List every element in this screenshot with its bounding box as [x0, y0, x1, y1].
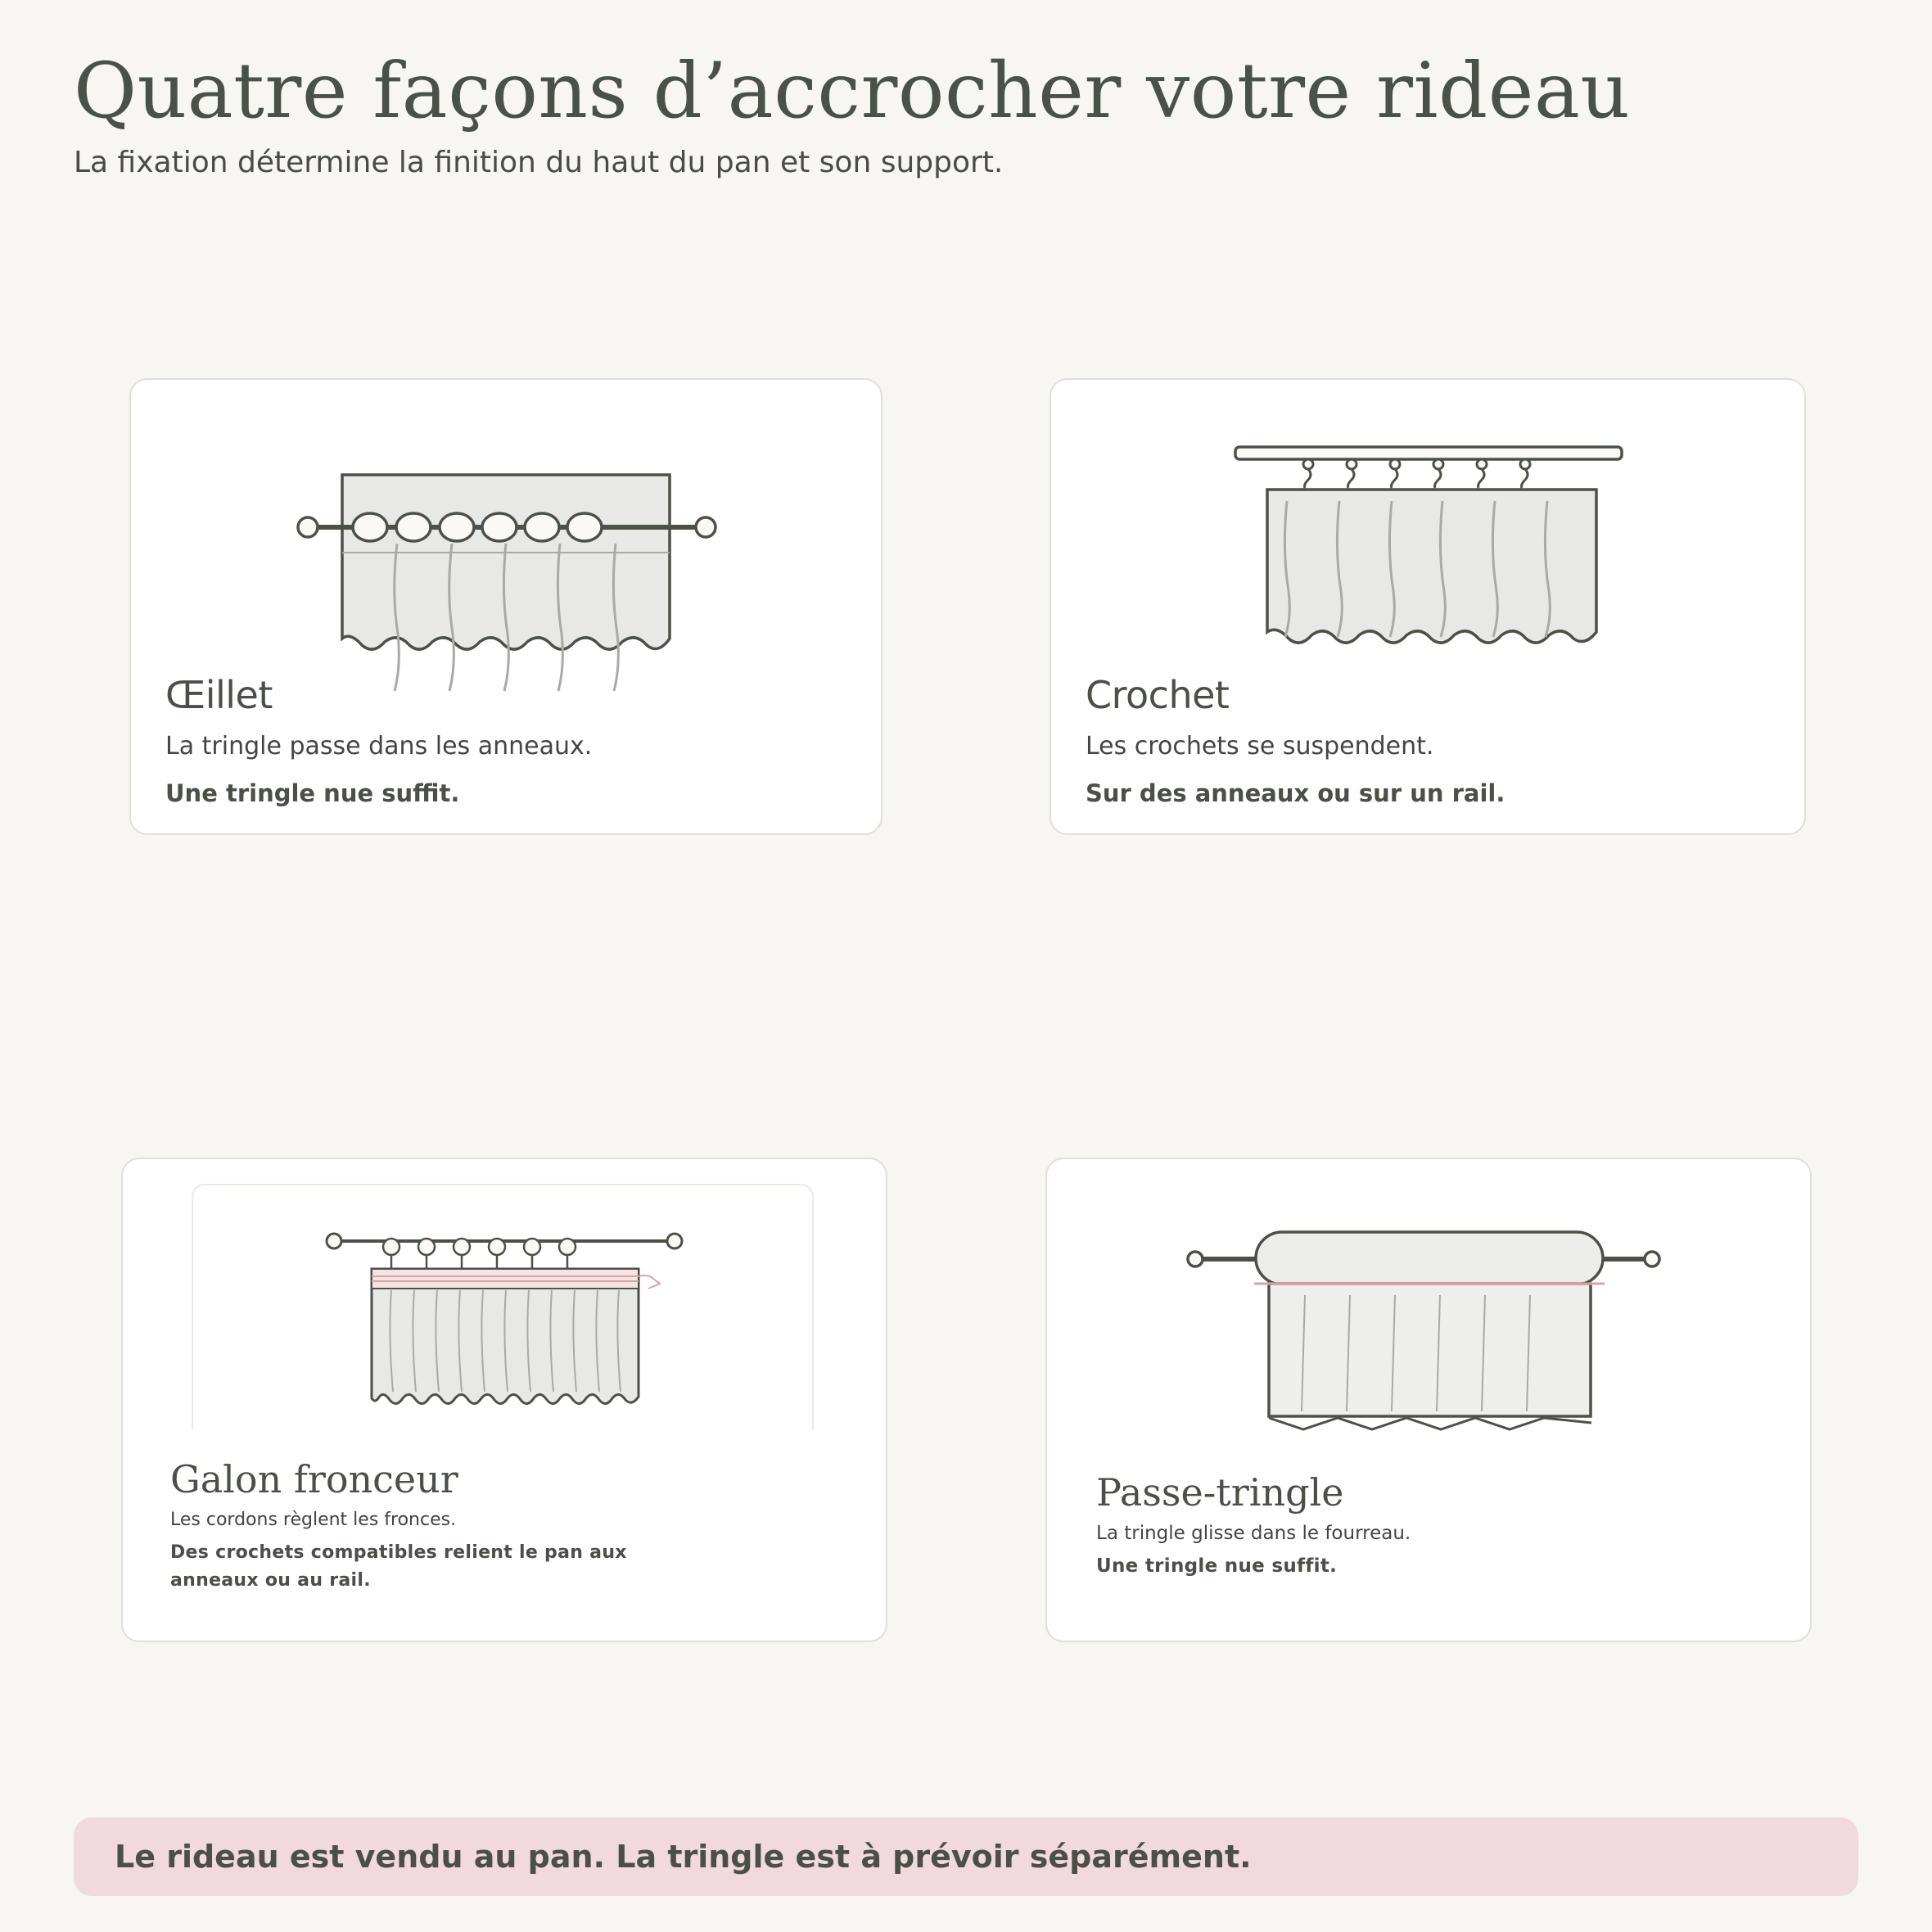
card-galon-fronceur[interactable] — [121, 1158, 887, 1642]
card-description: La tringle passe dans les anneaux. — [165, 732, 593, 761]
card-note: Une tringle nue suffit. — [165, 779, 460, 807]
card-crochet[interactable] — [1050, 378, 1806, 835]
hook-curtain-icon — [1233, 444, 1634, 648]
card-description: Les cordons règlent les fronces. — [170, 1510, 457, 1530]
card-title: Passe-tringle — [1096, 1470, 1344, 1514]
footer-banner — [74, 1817, 1858, 1896]
card-oeillet[interactable] — [129, 378, 882, 835]
gathering-tape-curtain-icon — [327, 1236, 688, 1408]
rod-pocket-curtain-icon — [1190, 1230, 1681, 1434]
eyelet-curtain-icon — [295, 445, 729, 650]
page-title: Quatre façons d’accrocher votre rideau — [74, 47, 1631, 136]
card-title: Œillet — [165, 673, 273, 717]
page-subtitle: La fixation détermine la finition du haut du pan et son support. — [74, 146, 1004, 179]
card-note: Une tringle nue suffit. — [1096, 1555, 1338, 1577]
card-description: Les crochets se suspendent. — [1086, 732, 1434, 761]
card-passe-tringle[interactable] — [1045, 1158, 1812, 1642]
footer-text: Le rideau est vendu au pan. La tringle est à prévoir séparément. — [115, 1839, 1252, 1875]
card-title: Crochet — [1086, 673, 1230, 717]
card-note: Des crochets compatibles relient le pan aux anneaux ou au rail. — [170, 1542, 627, 1591]
card-title: Galon fronceur — [170, 1457, 458, 1501]
card-note: Sur des anneaux ou sur un rail. — [1086, 779, 1505, 807]
card-description: La tringle glisse dans le fourreau. — [1096, 1523, 1411, 1544]
